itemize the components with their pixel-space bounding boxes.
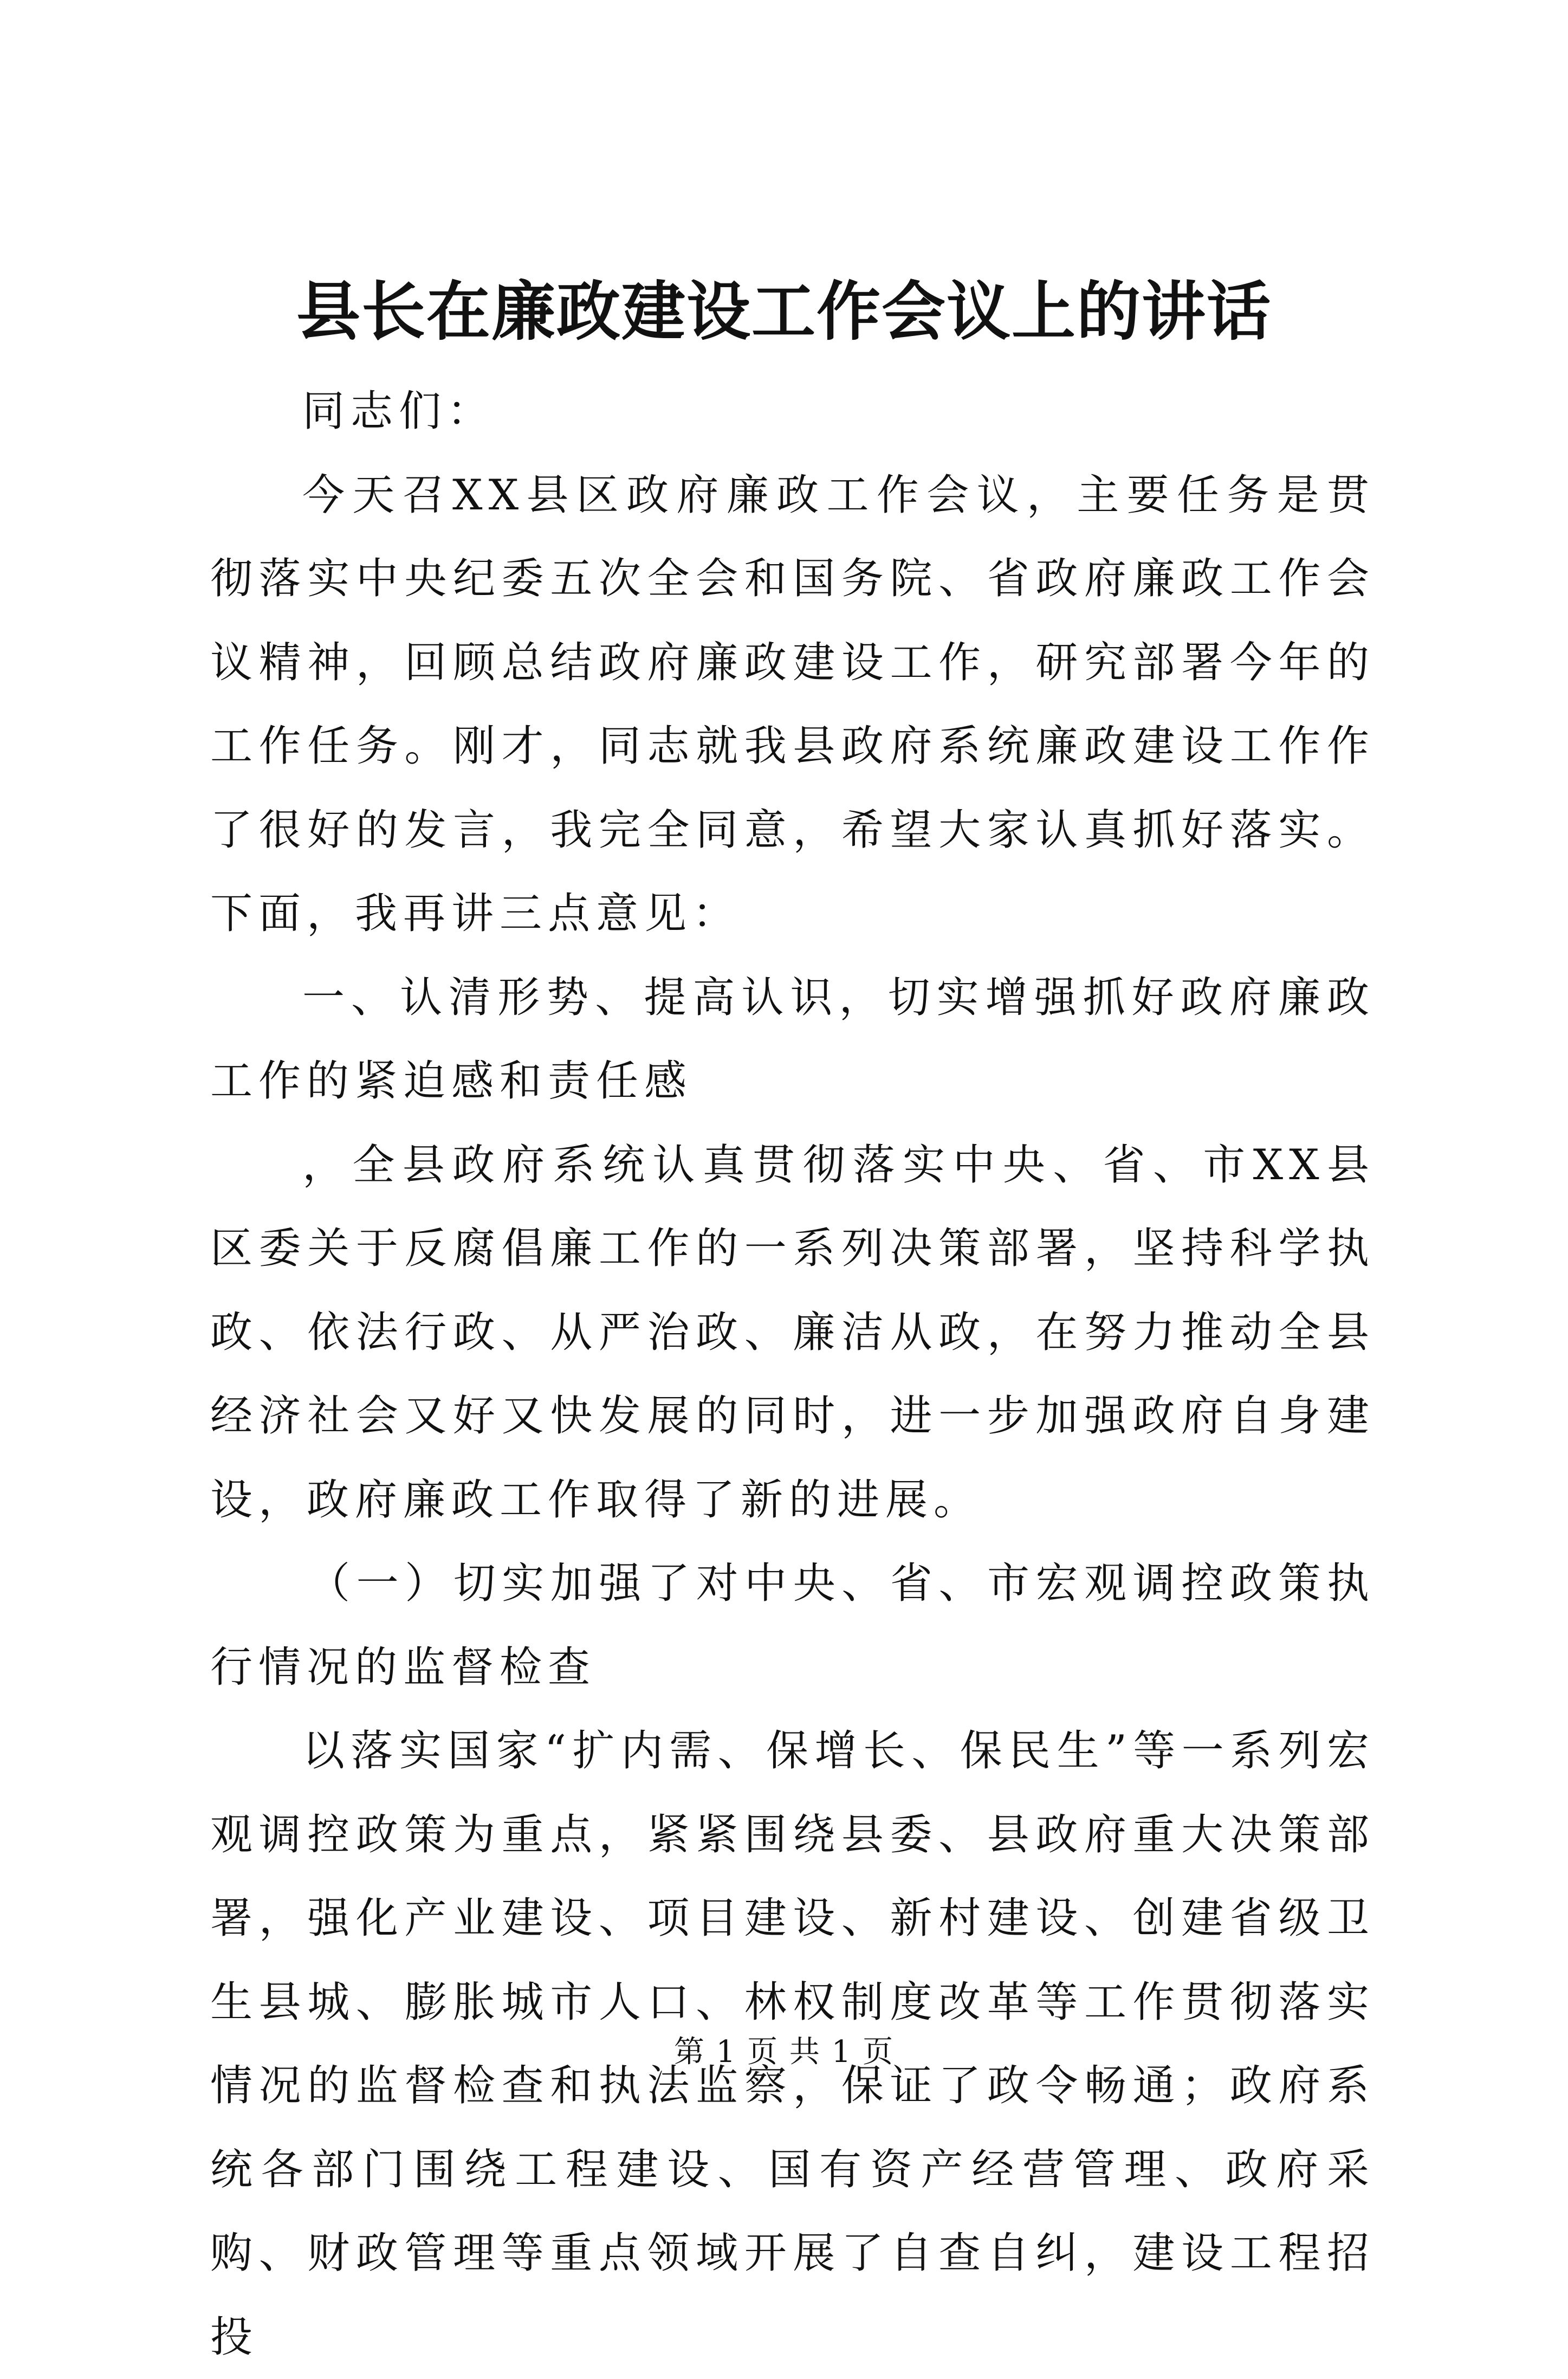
section-heading-1: 一、认清形势、提高认识，切实增强抓好政府廉政工作的紧迫感和责任感 xyxy=(210,973,1375,1106)
intro-paragraph: 今天召XX县区政府廉政工作会议，主要任务是贯彻落实中央纪委五次全会和国务院、省政府廉政工作会议精神，回顾总结政府廉政建设工作，研究部署今年的工作任务。刚才，同志就我县政府系统廉政建设工作作了很好的发言，我完全同意，希望大家认真抓好落实。下面，我再讲三点意见： xyxy=(210,470,1375,938)
subsection-heading-1: （一）切实加强了对中央、省、市宏观调控政策执行情况的监督检查 xyxy=(210,1559,1375,1692)
salutation-paragraph: 同志们： xyxy=(302,387,496,436)
section-1-paragraph: ，全县政府系统认真贯彻落实中央、省、市XX县区委关于反腐倡廉工作的一系列决策部署，坚持科学执政、依法行政、从严治政、廉洁从政，在努力推动全县经济社会又好又快发展的同时，进一步加强政府自身建设，政府廉政工作取得了新的进展。 xyxy=(210,1140,1375,1524)
page-footer: 第 1 页 共 1 页 xyxy=(673,2034,895,2070)
document-title: 县长在廉政建设工作会议上的讲话 xyxy=(296,274,1272,349)
document-body xyxy=(210,370,1375,2379)
subsection-1-paragraph: 以落实国家“扩内需、保增长、保民生”等一系列宏观调控政策为重点，紧紧围绕县委、县政府重大决策部署，强化产业建设、项目建设、新村建设、创建省级卫生县城、膨胀城市人口、林权制度改革等工作贯彻落实情况的监督检查和执法监察，保证了政令畅通；政府系统各部门围绕工程建设、国有资产经营管理、政府采购、财政管理等重点领域开展了自查自纠，建设工程招投 xyxy=(210,1727,1375,2362)
